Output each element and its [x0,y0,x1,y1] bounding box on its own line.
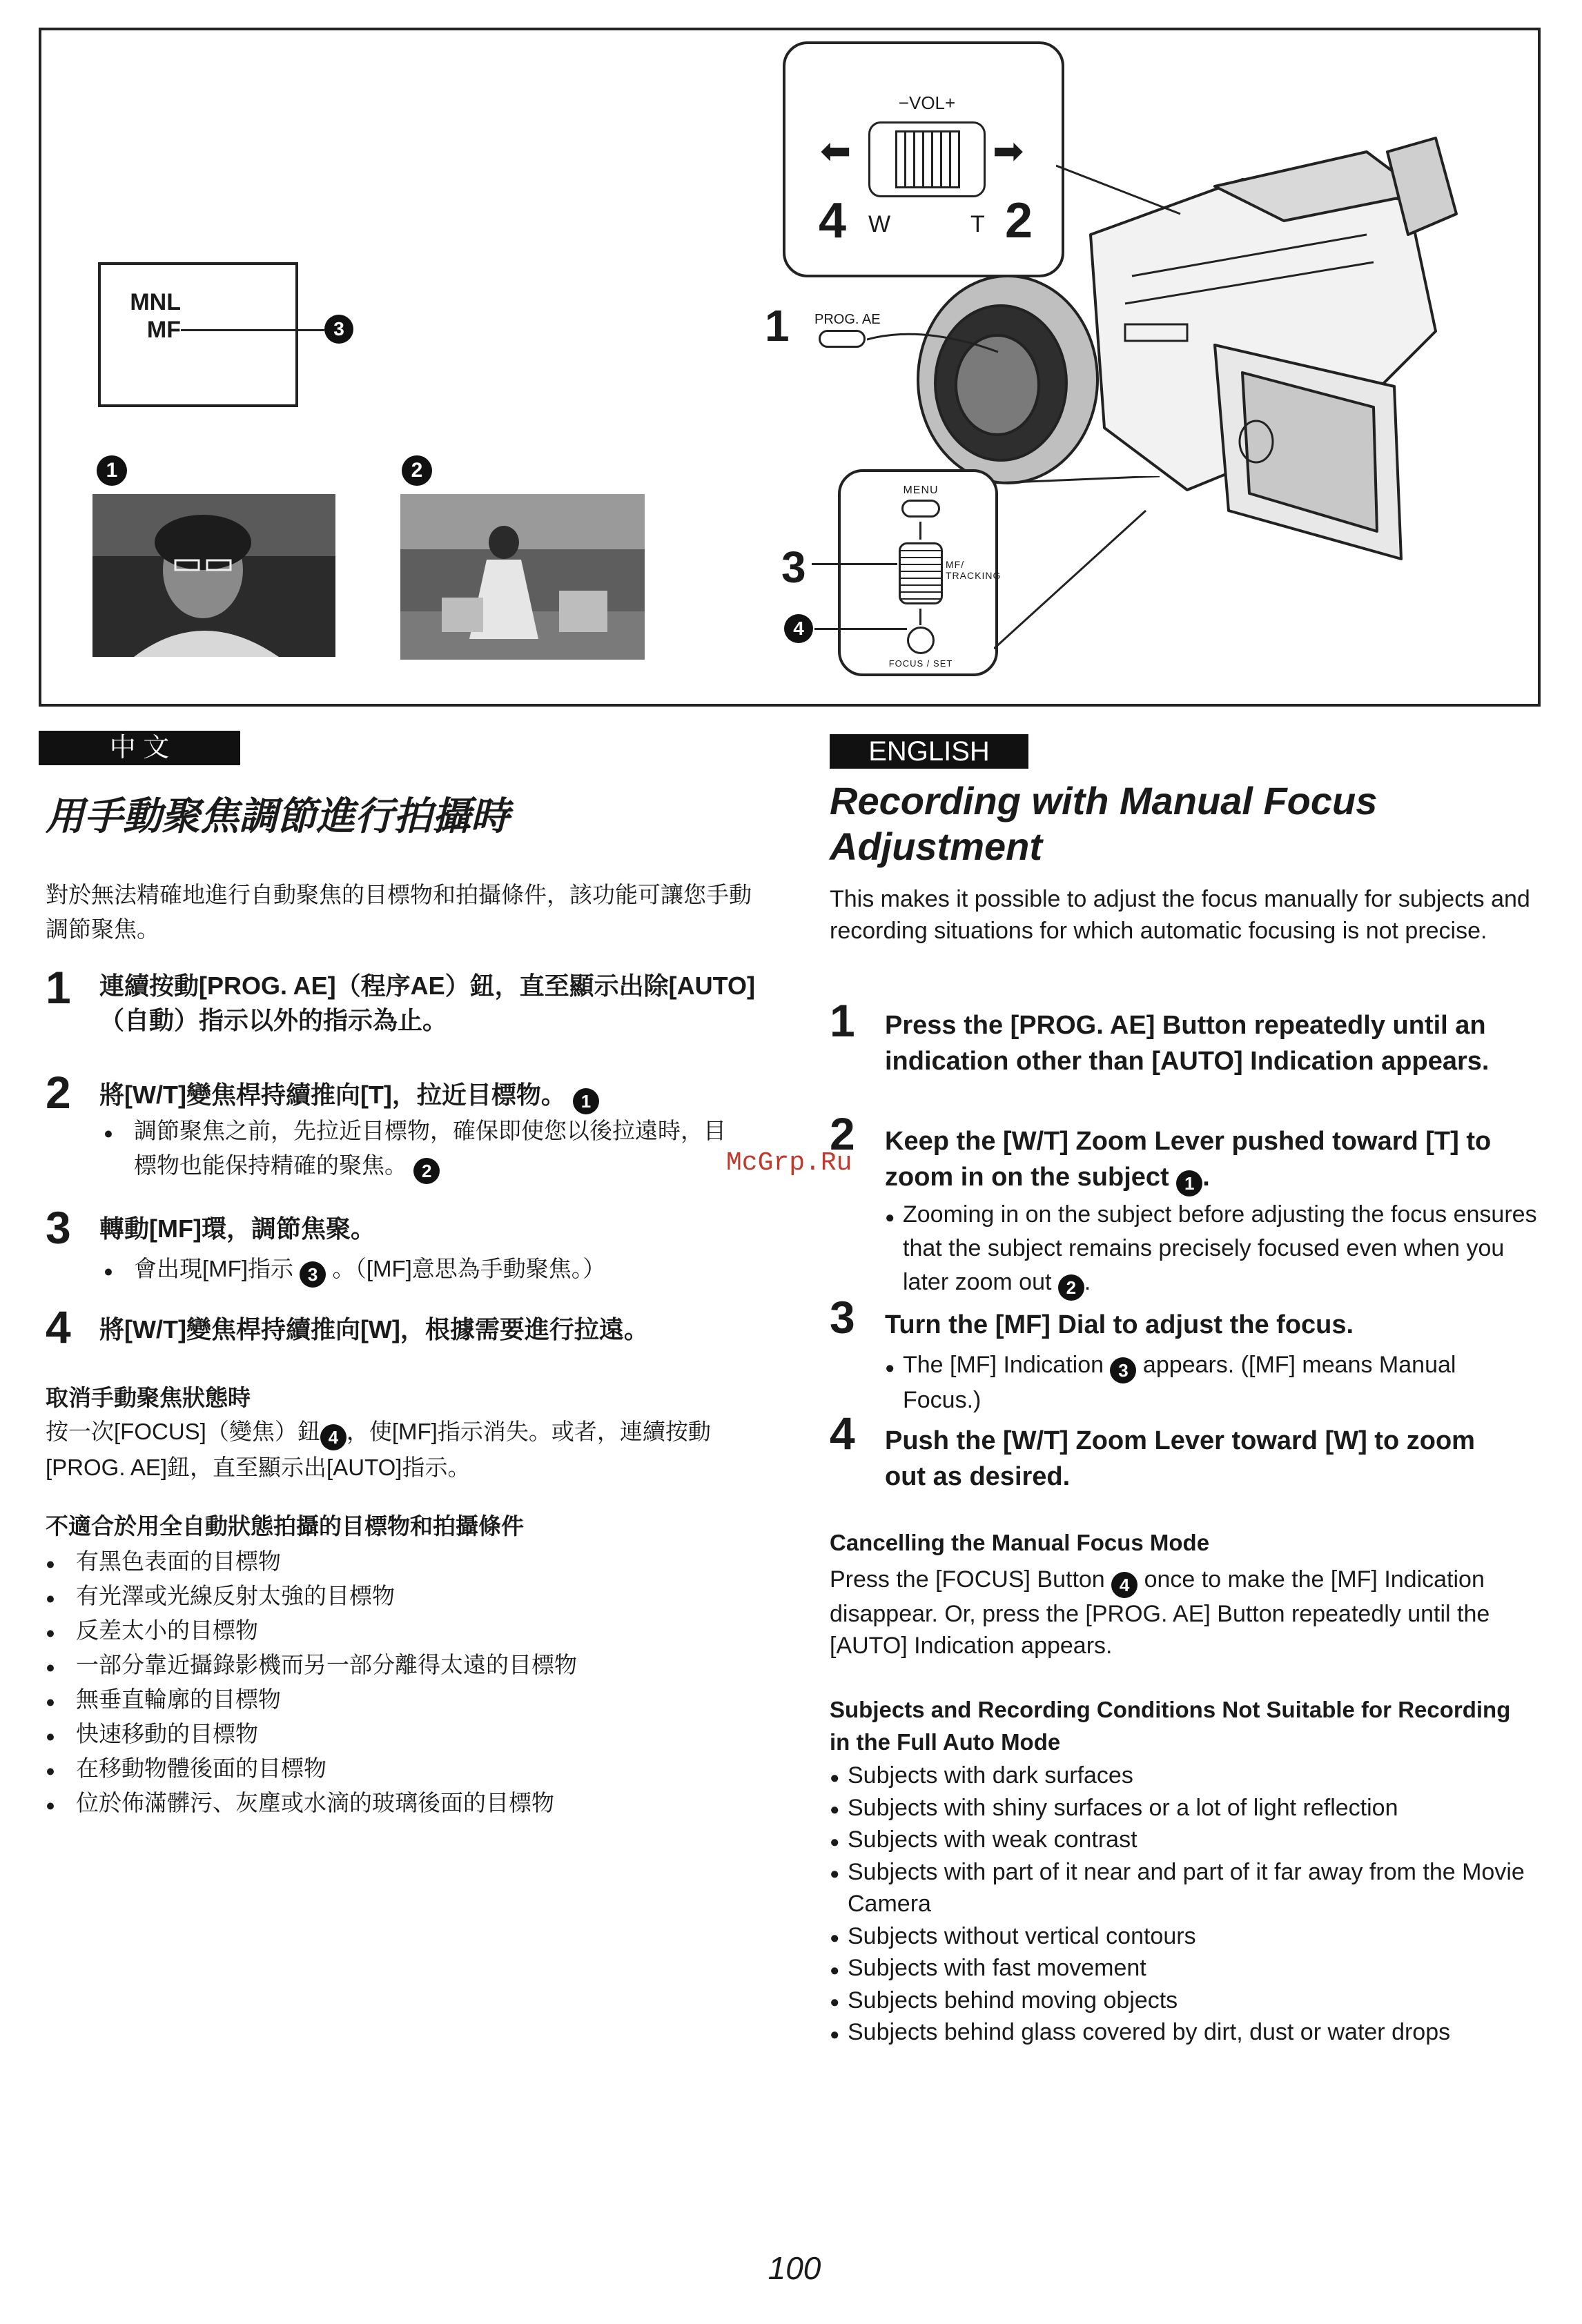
zh-cancel-text [46,1415,763,1485]
dial-pointer-lines [994,476,1173,656]
mf-tracking-label: MF/ TRACKING [946,559,1002,581]
zh-step3-note-marker: 3 [300,1261,326,1288]
english-intro: This makes it possible to adjust the focus manually for subjects and recording situations for which automatic focusing is not precise. [830,886,1530,944]
en-step2-text-a: Keep the [W/T] Zoom Lever pushed toward [T] to zoom in on the subject [885,1127,1492,1192]
callout-4-zoom-out: 4 [819,193,847,248]
zh-unsuitable-heading: 不適合於用全自動狀態拍攝的目標物和拍攝條件 [46,1513,524,1539]
zh-cancel-heading: 取消手動聚焦狀態時 [46,1385,251,1410]
list-item: ● 有黑色表面的目標物 [41,1544,759,1579]
zh-step2-marker: 1 [573,1088,599,1114]
english-title: Recording with Manual Focus Adjustment [830,779,1378,868]
mf-dial-detail [838,469,1002,676]
callout-4-line [814,628,907,630]
watermark: McGrp.Ru [726,1148,852,1178]
chinese-title: 用手動聚焦調節進行拍攝時 [46,794,509,839]
zh-step3-text: 轉動[MF]環，調節焦聚。 [99,1214,375,1243]
zh-step4-number: 4 [46,1301,71,1352]
focus-set-button [907,627,935,654]
list-item: ● 一部分靠近攝錄影機而另一部分離得太遠的目標物 [41,1648,759,1682]
photo2-marker: 2 [402,455,432,486]
t-label: T [970,211,985,237]
en-cancel-marker: 4 [1111,1572,1137,1598]
zh-unsuitable-list [41,1544,759,1820]
menu-divider [919,522,921,540]
en-step4-number: 4 [830,1408,855,1459]
zh-step1-text: 連續按動[PROG. AE]（程序AE）鈕，直至顯示出除[AUTO]（自動）指示以外的指示為止。 [99,972,755,1034]
vol-label: −VOL+ [898,92,956,113]
callout-2-zoom-in: 2 [1005,193,1033,248]
chinese-tab-label: 中 文 [109,733,170,762]
prog-ae-button [819,330,866,348]
mf-label: MF [146,317,181,343]
list-item: ● Subjects with fast movement [830,1952,1547,1985]
list-item: ● 位於佈滿髒污、灰塵或水滴的玻璃後面的目標物 [41,1786,759,1820]
en-cancel-a: Press the [FOCUS] Button [830,1566,1105,1593]
zoom-pointer-line [1056,152,1194,235]
mf-dial [899,542,943,604]
list-item: ● 反差太小的目標物 [41,1613,759,1648]
photo1-marker: 1 [97,455,127,486]
zh-step2-text: 將[W/T]變焦桿持續推向[T]，拉近目標物。 [99,1081,566,1109]
prog-ae-pointer-line [867,324,1005,366]
zh-step2-number: 2 [46,1067,71,1118]
en-cancel-text [830,1564,1547,1662]
en-step3-note [885,1348,1541,1417]
zh-step3-number: 3 [46,1202,71,1253]
prog-ae-label: PROG. AE [814,312,881,327]
en-step2-notes [885,1198,1541,1301]
page-number: 100 [768,2250,821,2286]
list-item: ● 在移動物體後面的目標物 [41,1751,759,1786]
w-label: W [868,211,891,237]
en-step3-note-marker: 3 [1110,1357,1136,1383]
en-cancel-b: once to make the [MF] Indication disappear. Or, press the [PROG. AE] Button repeatedly until the [AUTO] Indication appears. [830,1566,1490,1659]
zh-step3-note [99,1252,748,1288]
mnl-mf-display [98,262,298,407]
callout-1-prog-ae: 1 [765,301,790,351]
en-step3-number: 3 [830,1292,855,1343]
focus-divider [919,609,921,625]
en-cancel-heading: Cancelling the Manual Focus Mode [830,1530,1210,1555]
en-unsuitable-list [830,1760,1547,2049]
arrow-left-icon: ⬅ [820,130,852,172]
en-step3-note-b: appears. ([MF] means Manual Focus.) [903,1352,1456,1413]
en-step1-text: Press the [PROG. AE] Button repeatedly until an indication other than [AUTO] Indication appears. [885,1011,1490,1076]
zh-step2-note-text: 調節聚焦之前，先拉近目標物，確保即使您以後拉遠時，目標物也能保持精確的聚焦。 [134,1118,726,1178]
menu-label: MENU [903,484,939,496]
photo-zoomed-in-subject [92,494,335,657]
list-item: ● Subjects with shiny surfaces or a lot of light reflection [830,1792,1547,1824]
list-item: ● Subjects with weak contrast [830,1824,1547,1856]
mnl-label: MNL [130,289,181,315]
en-step2-text-b: . [1202,1163,1210,1192]
callout-4-focus-button: 4 [784,614,813,643]
zh-cancel-b: ，使[MF]指示消失。或者，連續按動[PROG. AE]鈕，直至顯示出[AUTO]指示。 [46,1419,711,1480]
en-step4-text: Push the [W/T] Zoom Lever toward [W] to zoom out as desired. [885,1426,1475,1491]
zh-cancel-marker: 4 [320,1424,346,1450]
english-tab-label: ENGLISH [868,736,990,767]
en-step2-note [885,1198,1541,1301]
zh-step3-note-a: 會出現[MF]指示 [134,1256,293,1281]
list-item: ● 快速移動的目標物 [41,1717,759,1751]
zh-step3-notes [99,1252,748,1288]
en-step2-note-marker: 2 [1058,1274,1084,1301]
callout-3-mf-dial: 3 [781,542,806,592]
list-item: ● Subjects behind glass covered by dirt, dust or water drops [830,2016,1547,2049]
focus-set-label: FOCUS / SET [888,658,953,669]
list-item: ● 有光澤或光線反射太強的目標物 [41,1579,759,1613]
en-step2-note-b: . [1084,1269,1091,1295]
en-step2-marker: 1 [1176,1170,1202,1197]
en-step3-notes [885,1348,1541,1417]
en-unsuitable-heading: Subjects and Recording Conditions Not Suitable for Recording in the Full Auto Mode [830,1697,1511,1755]
mf-callout-line [181,329,324,331]
zh-step1-number: 1 [46,962,71,1013]
en-step2-note-a: Zooming in on the subject before adjusting the focus ensures that the subject remains precisely focused even when you later zoom out [903,1201,1537,1295]
zh-cancel-a: 按一次[FOCUS]（變焦）鈕 [46,1419,320,1444]
en-step3-note-a: The [MF] Indication [903,1352,1104,1378]
list-item: ● Subjects with dark surfaces [830,1760,1547,1792]
zh-step2-note-marker: 2 [413,1158,440,1184]
list-item: ● Subjects behind moving objects [830,1985,1547,2017]
zh-step3-note-b: 。（[MF]意思為手動聚焦。） [332,1256,606,1281]
zh-step2-notes [99,1114,748,1184]
list-item: ● Subjects without vertical contours [830,1920,1547,1953]
english-language-tab [830,734,1028,769]
en-step3-text: Turn the [MF] Dial to adjust the focus. [885,1310,1354,1339]
chinese-intro: 對於無法精確地進行自動聚焦的目標物和拍攝條件，該功能可讓您手動調節聚焦。 [46,882,752,942]
mf-callout-marker: 3 [324,315,353,344]
en-step2-number: 2 [830,1108,855,1159]
en-step2-line [885,1123,1534,1197]
photo-zoomed-out-subject [400,494,645,660]
chinese-language-tab [39,731,240,765]
en-step1-number: 1 [830,995,855,1046]
arrow-right-icon: ➡ [993,130,1024,172]
zh-step2-line [99,1078,762,1114]
menu-button [901,500,940,518]
list-item: ● Subjects with part of it near and part of it far away from the Movie Camera [830,1856,1547,1920]
list-item: ● 無垂直輪廓的目標物 [41,1682,759,1717]
callout-3-line [812,563,897,565]
zh-step2-note [99,1114,748,1184]
zh-step4-text: 將[W/T]變焦桿持續推向[W]，根據需要進行拉遠。 [99,1315,649,1343]
